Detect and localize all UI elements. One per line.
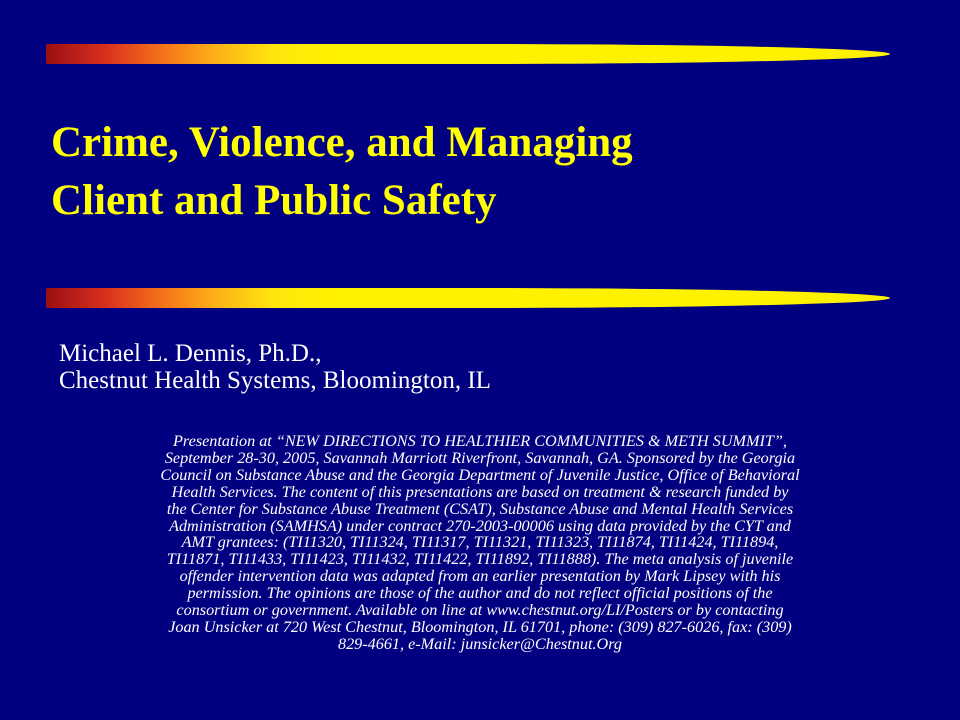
description-line: TI11871, TI11433, TI11423, TI11432, TI11422, TI11892, TI11888). The meta analysis of juvenile (166, 550, 794, 569)
slide-title-line: Client and Public Safety (51, 177, 497, 224)
description-line: the Center for Substance Abuse Treatment (CSAT), Substance Abuse and Mental Health Services (166, 499, 794, 518)
description-line: permission. The opinions are those of the author and do not reflect official positions of the (187, 584, 773, 603)
description-line: offender intervention data was adapted from an earlier presentation by Mark Lipsey with his (179, 567, 781, 586)
description-line: Presentation at “NEW DIRECTIONS TO HEALTHIER COMMUNITIES & METH SUMMIT”, (173, 432, 787, 450)
presentation-description (40, 433, 920, 653)
decorative-bar-bottom (46, 288, 890, 308)
description-line: September 28-30, 2005, Savannah Marriott Riverfront, Savannah, GA. Sponsored by the Georgia (164, 448, 796, 467)
description-line: AMT grantees: (TI11320, TI11324, TI11317, TI11321, TI11323, TI11874, TI11424, TI11894, (181, 533, 779, 552)
description-line: Administration (SAMHSA) under contract 270-2003-00006 using data provided by the CYT and (169, 516, 791, 535)
description-line: 829-4661, e-Mail: junsicker@Chestnut.Org (337, 634, 623, 653)
description-line: Council on Substance Abuse and the Georgia Department of Juvenile Justice, Office of Behavioral (160, 465, 800, 484)
author-block (59, 340, 919, 394)
author-name: Michael L. Dennis, Ph.D., (59, 340, 322, 367)
decorative-bar-top (46, 44, 890, 64)
slide-title (51, 114, 911, 230)
author-affiliation: Chestnut Health Systems, Bloomington, IL (59, 367, 491, 394)
description-line: Joan Unsicker at 720 West Chestnut, Bloomington, IL 61701, phone: (309) 827-6026, fax: (309) (168, 617, 792, 636)
description-line: Health Services. The content of this presentations are based on treatment & research funded by (171, 482, 789, 501)
description-line: consortium or government. Available on line at www.chestnut.org/LI/Posters or by contacting (176, 601, 784, 620)
slide-title-line: Crime, Violence, and Managing (51, 119, 633, 166)
